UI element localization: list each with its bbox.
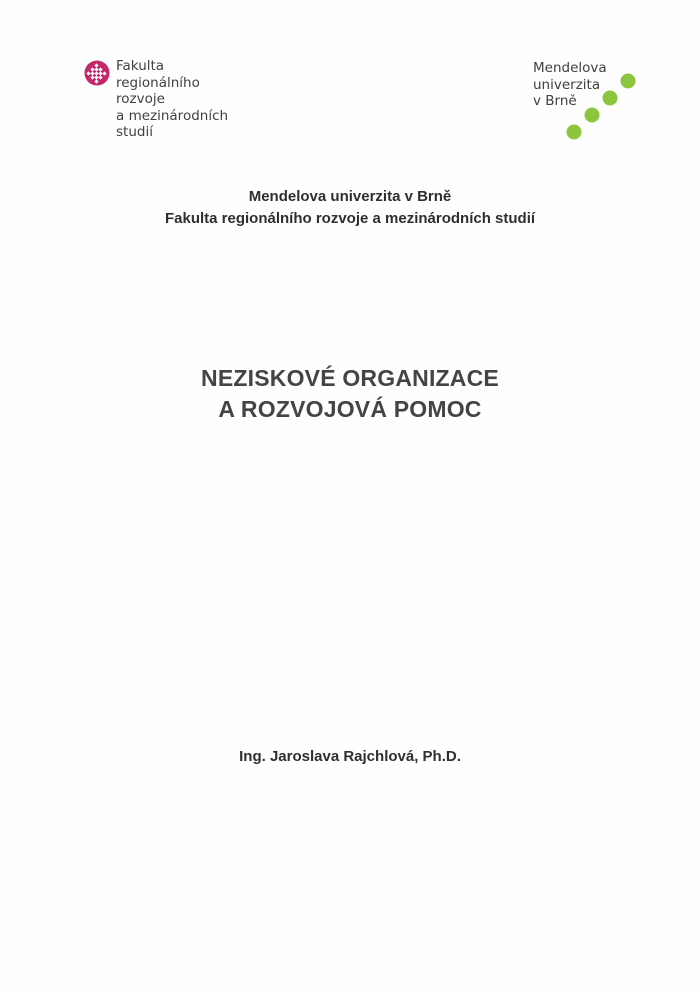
university-logo-line: univerzita (533, 76, 601, 93)
university-logo-line: Mendelova (533, 60, 607, 76)
faculty-logo-line: Fakulta (116, 58, 165, 74)
institution-header (0, 186, 700, 230)
faculty-logo-line: a mezinárodních (116, 107, 229, 124)
faculty-logo-line: studií (116, 124, 153, 140)
author-name: Ing. Jaroslava Rajchlová, Ph.D. (239, 748, 461, 765)
university-logo-line: v Brně (533, 93, 577, 109)
faculty-logo-line: rozvoje (116, 91, 165, 107)
title-line: A ROZVOJOVÁ POMOC (218, 396, 482, 422)
title-line: NEZISKOVÉ ORGANIZACE (201, 365, 499, 391)
faculty-logo-text (116, 58, 228, 141)
faculty-name: Fakulta regionálního rozvoje a mezinárodních studií (164, 210, 536, 227)
frrms-grid-mark-icon (84, 60, 110, 86)
mendelu-dots-icon (533, 60, 643, 142)
faculty-logo-line: regionálního (116, 74, 200, 91)
document-title (0, 363, 700, 425)
university-name: Mendelova univerzita v Brně (248, 188, 452, 205)
faculty-logo (84, 58, 254, 150)
university-logo (533, 60, 643, 142)
